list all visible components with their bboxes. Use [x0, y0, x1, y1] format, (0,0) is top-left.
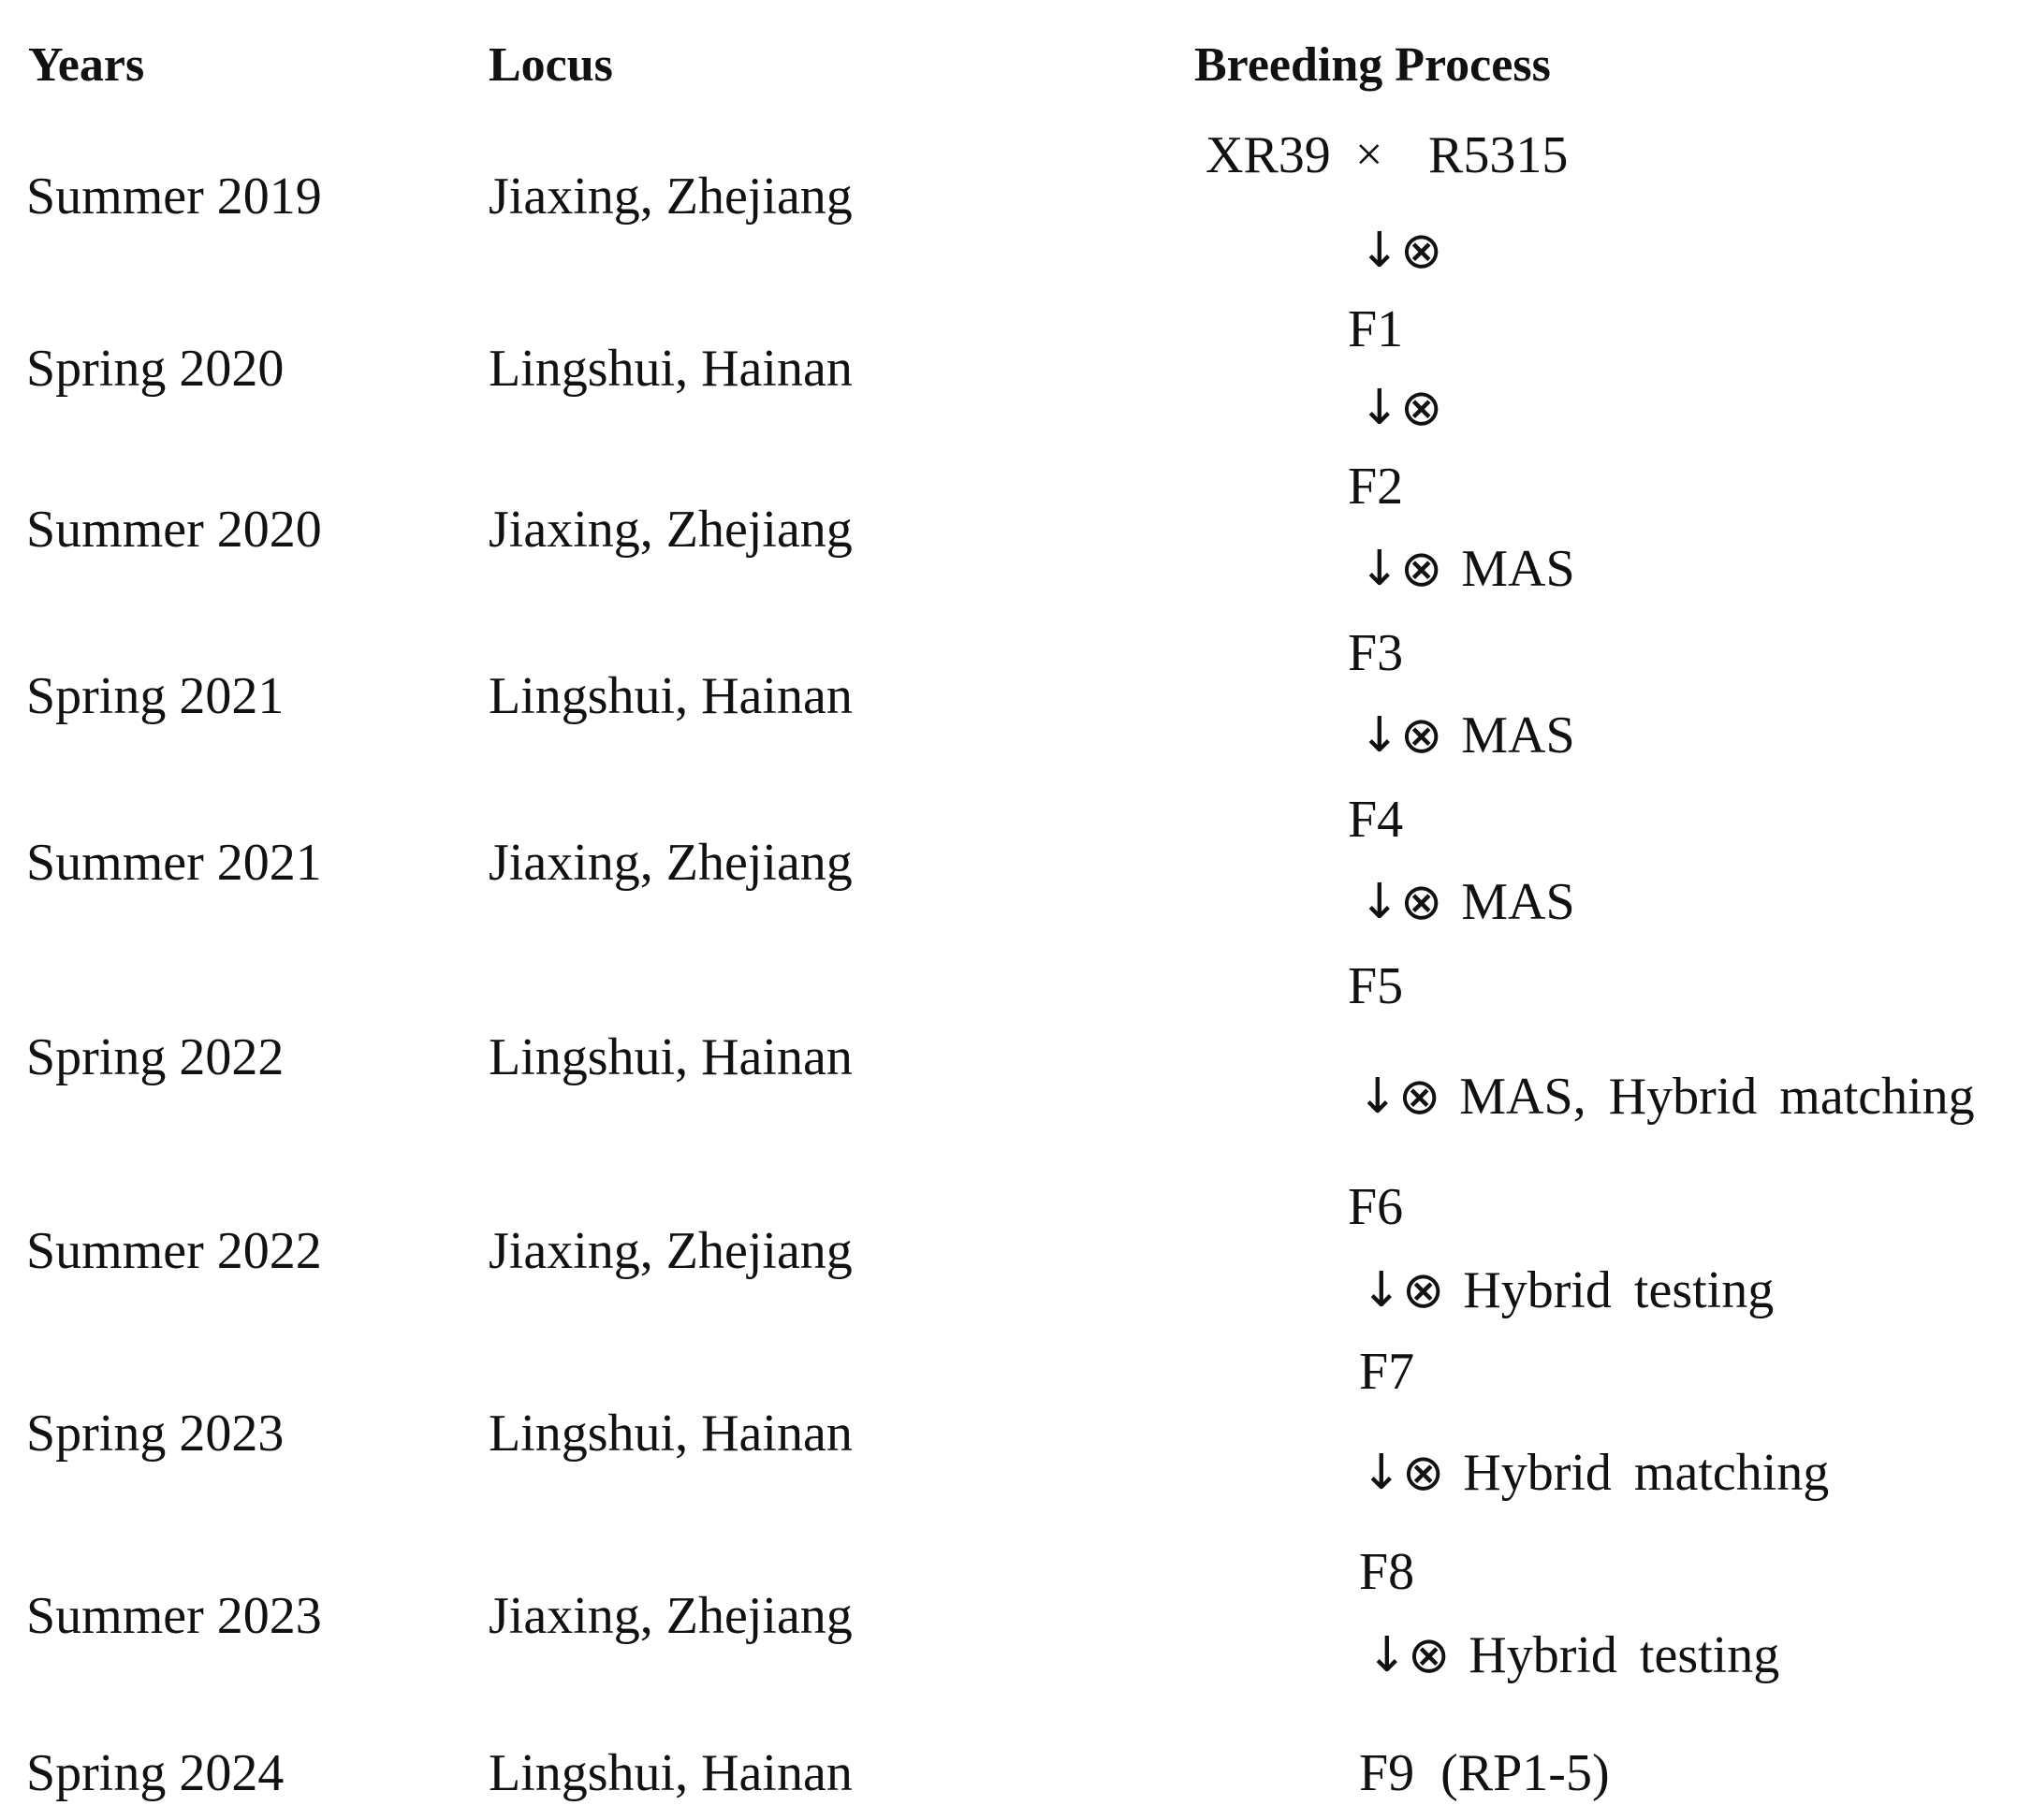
year-cell: Spring 2021	[26, 667, 285, 725]
year-cell: Summer 2022	[26, 1222, 322, 1280]
generation-label: F9 (RP1-5)	[1359, 1744, 1610, 1802]
down-arrow-icon: ↓	[1361, 1445, 1402, 1501]
locus-cell: Lingshui, Hainan	[489, 1744, 853, 1802]
down-arrow-icon: ↓	[1359, 541, 1400, 597]
year-cell: Summer 2023	[26, 1587, 322, 1645]
down-arrow-icon: ↓	[1359, 380, 1400, 436]
down-arrow-icon: ↓	[1359, 707, 1400, 764]
selfing-icon: ⊗	[1400, 539, 1443, 598]
selfing-step	[1367, 1625, 1780, 1684]
step-note: Hybrid matching	[1463, 1444, 1830, 1502]
locus-cell: Jiaxing, Zhejiang	[489, 834, 853, 892]
locus-header: Locus	[489, 38, 613, 92]
cross-symbol: ×	[1355, 128, 1383, 182]
down-arrow-icon: ↓	[1361, 1262, 1402, 1318]
year-cell: Summer 2021	[26, 834, 322, 892]
generation-label: F7	[1359, 1343, 1415, 1401]
selfing-icon: ⊗	[1402, 1443, 1445, 1502]
year-cell: Summer 2020	[26, 501, 322, 559]
down-arrow-icon: ↓	[1359, 223, 1400, 279]
locus-cell: Jiaxing, Zhejiang	[489, 167, 853, 226]
selfing-icon: ⊗	[1398, 1067, 1441, 1126]
locus-cell: Lingshui, Hainan	[489, 1028, 853, 1086]
selfing-icon: ⊗	[1400, 221, 1443, 280]
step-note: MAS	[1461, 540, 1575, 598]
parent-1: XR39	[1206, 126, 1331, 184]
selfing-step	[1357, 1067, 1975, 1126]
locus-cell: Jiaxing, Zhejiang	[489, 501, 853, 559]
step-note: Hybrid testing	[1463, 1261, 1775, 1319]
selfing-icon: ⊗	[1408, 1625, 1451, 1684]
selfing-step	[1359, 539, 1575, 598]
locus-cell: Lingshui, Hainan	[489, 1405, 853, 1463]
down-arrow-icon: ↓	[1367, 1627, 1408, 1683]
selfing-icon: ⊗	[1400, 872, 1443, 931]
generation-label: F3	[1348, 624, 1404, 682]
step-note: MAS	[1461, 706, 1575, 764]
locus-cell: Jiaxing, Zhejiang	[489, 1222, 853, 1280]
generation-label: F8	[1359, 1543, 1415, 1601]
step-note: MAS	[1461, 873, 1575, 931]
generation-label: F2	[1348, 458, 1404, 516]
down-arrow-icon: ↓	[1357, 1069, 1398, 1125]
selfing-step	[1359, 378, 1461, 437]
breeding-process-header: Breeding Process	[1194, 38, 1551, 92]
selfing-step	[1361, 1443, 1830, 1502]
year-cell: Spring 2022	[26, 1028, 285, 1086]
locus-cell: Lingshui, Hainan	[489, 340, 853, 398]
locus-cell: Jiaxing, Zhejiang	[489, 1587, 853, 1645]
selfing-step	[1359, 706, 1575, 764]
year-cell: Summer 2019	[26, 167, 322, 226]
selfing-icon: ⊗	[1400, 706, 1443, 764]
generation-label: F1	[1348, 300, 1404, 358]
generation-label: F5	[1348, 957, 1404, 1015]
step-note: MAS, Hybrid matching	[1459, 1068, 1975, 1126]
selfing-step	[1359, 221, 1461, 280]
year-cell: Spring 2023	[26, 1405, 285, 1463]
year-cell: Spring 2024	[26, 1744, 285, 1802]
down-arrow-icon: ↓	[1359, 874, 1400, 930]
locus-cell: Lingshui, Hainan	[489, 667, 853, 725]
year-cell: Spring 2020	[26, 340, 285, 398]
generation-label: F6	[1348, 1178, 1404, 1236]
generation-label: F4	[1348, 791, 1404, 849]
years-header: Years	[28, 38, 145, 92]
selfing-icon: ⊗	[1400, 378, 1443, 437]
selfing-icon: ⊗	[1402, 1260, 1445, 1319]
step-note: Hybrid testing	[1469, 1626, 1780, 1684]
selfing-step	[1361, 1260, 1775, 1319]
selfing-step	[1359, 872, 1575, 931]
parent-2: R5315	[1428, 126, 1569, 184]
